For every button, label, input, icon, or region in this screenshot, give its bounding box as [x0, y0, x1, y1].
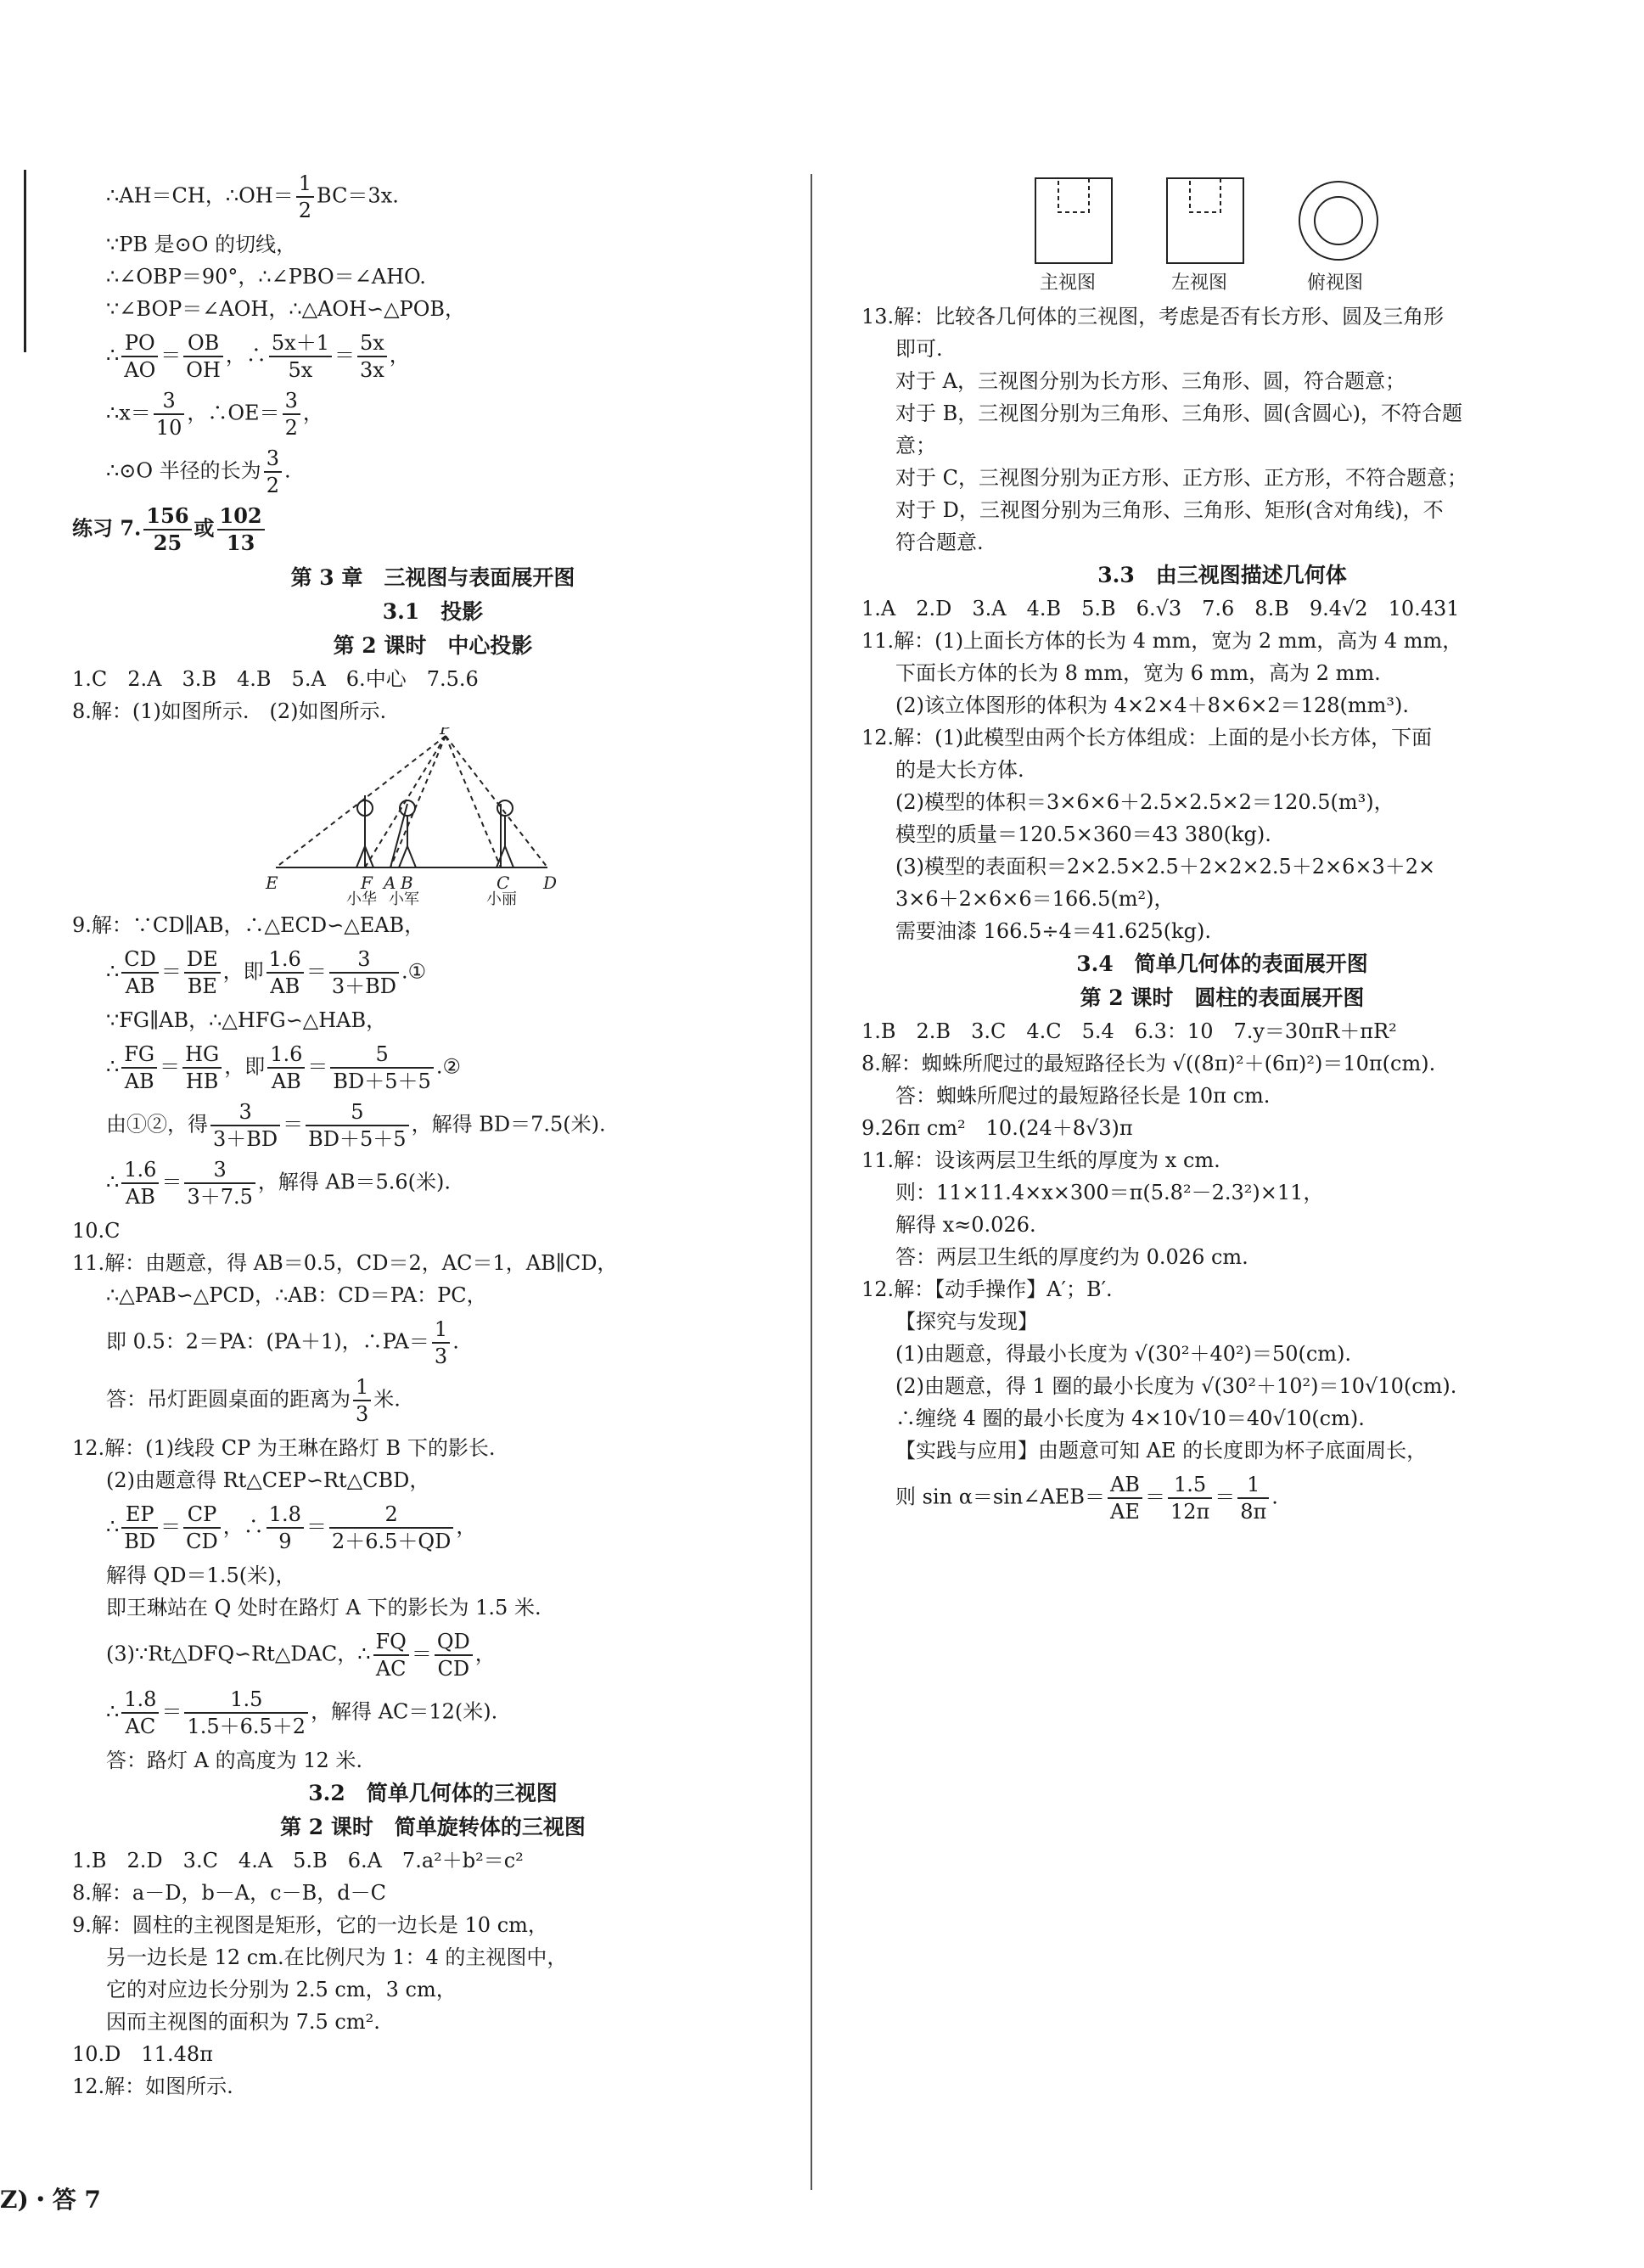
lesson-title: 第 2 课时 简单旋转体的三视图 [280, 1815, 586, 1839]
left-column [72, 166, 794, 2102]
text-line: 13.解：比较各几何体的三视图，考虑是否有长方形、圆及三角形 [861, 305, 1445, 328]
text-line: ∴ $\frac{EP}{BD}$ ＝ $\frac{CP}{CD}$ ，∴ $\frac{1.8}{9}$ ＝ $\frac{2}{2+6.5+QD}$ ， [106, 1502, 477, 1553]
label-xiaojun: 小军 [389, 890, 419, 906]
text-line: ∴ $\frac{1.8}{AC}$ ＝ $\frac{1.5}{1.5+6.5+2}$ ，解得 AC＝12(米). [106, 1687, 498, 1738]
projection-figure [72, 727, 794, 906]
text-line: ∴⊙O 半径的长为 $\frac{3}{2}$ . [106, 446, 291, 497]
label-top-view: 俯视图 [1307, 272, 1364, 294]
text-line: (2)由题意得 Rt△CEP∽Rt△CBD， [106, 1468, 430, 1492]
column-divider [811, 174, 812, 2190]
right-column [861, 170, 1583, 1530]
text-line: 由①②，得 $\frac{3}{3+BD}$ ＝ $\frac{5}{BD+5+5}$ ，解得 BD＝7.5(米). [106, 1100, 606, 1151]
text-line: ∴∠OBP＝90°，∴∠PBO＝∠AHO. [106, 265, 426, 289]
text-line: ∴x＝ $\frac{3}{10}$ ，∴OE＝ $\frac{3}{2}$ ， [106, 389, 323, 440]
section-title: 3.3 由三视图描述几何体 [1097, 563, 1347, 587]
answer-line: 1.B 2.B 3.C 4.C 5.4 6.3：10 7.y＝30πR＋πR² [861, 1019, 1397, 1043]
text-line: 解得 QD＝1.5(米)， [106, 1563, 296, 1587]
text-line: 12.解：【动手操作】A′；B′. [861, 1277, 1113, 1301]
text-line: 模型的质量＝120.5×360＝43 380(kg). [895, 822, 1271, 846]
label-front-view: 主视图 [1040, 272, 1097, 294]
label-D: D [543, 873, 558, 893]
section-title: 3.1 投影 [382, 599, 484, 624]
answer-line: 1.A 2.D 3.A 4.B 5.B 6.√3 7.6 8.B 9.4√2 10.431 [861, 597, 1460, 620]
text-line: 9.解：∵CD∥AB，∴△ECD∽△EAB， [72, 913, 425, 937]
answer-line: 1.C 2.A 3.B 4.B 5.A 6.中心 7.5.6 [72, 667, 479, 691]
label-C: C [497, 873, 510, 893]
text-line: (3)∵Rt△DFQ∽Rt△DAC，∴ $\frac{FQ}{AC}$ ＝ $\frac{QD}{CD}$ ， [106, 1630, 496, 1681]
three-views-figure [861, 170, 1583, 297]
text-line: 答：两层卫生纸的厚度约为 0.026 cm. [895, 1245, 1248, 1269]
text-line: (3)模型的表面积＝2×2.5×2.5＋2×2×2.5＋2×6×3＋2× [895, 855, 1436, 879]
answer-line: 8.解：(1)如图所示. (2)如图所示. [72, 699, 387, 723]
text-line: 答：蜘蛛所爬过的最短路径长是 10π cm. [895, 1084, 1271, 1108]
text-line: (2)由题意，得 1 圈的最小长度为 √(30²＋10²)＝10√10(cm). [895, 1374, 1457, 1398]
answer-line: 9.26π cm² 10.(24＋8√3)π [861, 1116, 1133, 1140]
text-line: ∴缠绕 4 圈的最小长度为 4×10√10＝40√10(cm). [895, 1406, 1365, 1430]
text-line: 则：11×11.4×x×300＝π(5.8²－2.3²)×11， [895, 1181, 1324, 1204]
text-line: 即 0.5：2＝PA：(PA＋1)，∴PA＝ $\frac{1}{3}$ . [106, 1317, 459, 1368]
label-xiaoli: 小丽 [486, 890, 517, 906]
text-line: (2)该立体图形的体积为 4×2×4＋8×6×2＝128(mm³). [895, 693, 1409, 717]
text-line: ∵PB 是⊙O 的切线， [106, 233, 297, 256]
text-line: 11.解：(1)上面长方体的长为 4 mm，宽为 2 mm，高为 4 mm， [861, 629, 1463, 653]
text-line: 意； [895, 434, 936, 458]
text-line: ∴ $\frac{CD}{AB}$ ＝ $\frac{DE}{BE}$ ，即 $\frac{1.6}{AB}$ ＝ $\frac{3}{3+BD}$ .① [106, 947, 427, 998]
label-B: B [401, 873, 413, 893]
answer-line: 10.D 11.48π [72, 2042, 213, 2066]
text-line: (2)模型的体积＝3×6×6＋2.5×2.5×2＝120.5(m³)， [895, 790, 1394, 814]
answer-line: 8.解：a－D，b－A，c－B，d－C [72, 1881, 386, 1905]
text-line: 【实践与应用】由题意可知 AE 的长度即为杯子底面周长， [895, 1439, 1428, 1462]
text-line: 11.解：设该两层卫生纸的厚度为 x cm. [861, 1148, 1220, 1172]
text-line: (1)由题意，得最小长度为 √(30²＋40²)＝50(cm). [895, 1342, 1352, 1366]
text-line: 【探究与发现】 [895, 1310, 1038, 1333]
answer-line: 12.解：如图所示. [72, 2074, 233, 2098]
label-side-view: 左视图 [1171, 272, 1228, 294]
label-F: F [361, 873, 373, 893]
text-line: 9.解：圆柱的主视图是矩形，它的一边长是 10 cm， [72, 1913, 548, 1937]
text-line: 对于 C，三视图分别为正方形、正方形、正方形，不符合题意； [895, 466, 1467, 490]
text-line: ∴△PAB∽△PCD，∴AB：CD＝PA：PC， [106, 1283, 487, 1307]
answer-line: 1.B 2.D 3.C 4.A 5.B 6.A 7.a²＋b²＝c² [72, 1849, 524, 1872]
text-line: ∴ $\frac{1.6}{AB}$ ＝ $\frac{3}{3+7.5}$ ，解得 AB＝5.6(米). [106, 1158, 452, 1209]
label-A: A [384, 873, 396, 893]
text-line: 答：路灯 A 的高度为 12 米. [106, 1749, 363, 1772]
text-line: 即王琳站在 Q 处时在路灯 A 下的影长为 1.5 米. [106, 1596, 541, 1620]
text-line: 答：吊灯距圆桌面的距离为 $\frac{1}{3}$ 米. [106, 1375, 401, 1426]
lesson-title: 第 2 课时 圆柱的表面展开图 [1080, 985, 1365, 1010]
text-line: 另一边长是 12 cm.在比例尺为 1：4 的主视图中， [106, 1945, 568, 1969]
label-P: P [440, 727, 452, 738]
text-line: 它的对应边长分别为 2.5 cm，3 cm， [106, 1978, 457, 2001]
text-line: 8.解：蜘蛛所爬过的最短路径长为 √((8π)²＋(6π)²)＝10π(cm). [861, 1052, 1436, 1075]
text-line: ∵FG∥AB，∴△HFG∽△HAB， [106, 1008, 387, 1032]
section-title: 3.4 简单几何体的表面展开图 [1076, 952, 1368, 976]
text-line: 练习 7. $\frac{156}{25}$ 或 $\frac{102}{13}$ [72, 503, 794, 556]
text-line: ∵∠BOP＝∠AOH，∴△AOH∽△POB， [106, 297, 466, 321]
answer-line: 10.C [72, 1219, 121, 1243]
text-line: 12.解：(1)线段 CP 为王琳在路灯 B 下的影长. [72, 1436, 496, 1460]
text-line: ∴AH＝CH，∴OH＝ $\frac{1}{2}$ BC＝3x. [106, 171, 399, 222]
lesson-title: 第 2 课时 中心投影 [333, 633, 533, 658]
label-xiaohua: 小华 [346, 890, 377, 906]
section-title: 3.2 简单几何体的三视图 [308, 1781, 558, 1805]
text-line: 即可. [895, 337, 943, 361]
page-footer: Z)・答 7 [0, 2186, 101, 2214]
text-line: 因而主视图的面积为 7.5 cm². [106, 2010, 380, 2034]
text-line: 3×6＋2×6×6＝166.5(m²)， [895, 887, 1175, 911]
text-line: 12.解：(1)此模型由两个长方体组成：上面的是小长方体，下面 [861, 726, 1433, 749]
text-line: 符合题意. [895, 531, 984, 554]
text-line: 的是大长方体. [895, 758, 1024, 782]
text-line: 下面长方体的长为 8 mm，宽为 6 mm，高为 2 mm. [895, 661, 1381, 685]
text-line: ∴ $\frac{FG}{AB}$ ＝ $\frac{HG}{HB}$ ，即 $\frac{1.6}{AB}$ ＝ $\frac{5}{BD+5+5}$ .② [106, 1042, 461, 1093]
chapter-title: 第 3 章 三视图与表面展开图 [290, 565, 575, 590]
text-line: 需要油漆 166.5÷4＝41.625(kg). [895, 919, 1211, 943]
text-line: 对于 A，三视图分别为长方形、三角形、圆，符合题意； [895, 369, 1406, 393]
text-line: 对于 D，三视图分别为三角形、三角形、矩形(含对角线)，不 [895, 498, 1444, 522]
text-line: 11.解：由题意，得 AB＝0.5，CD＝2，AC＝1，AB∥CD， [72, 1251, 618, 1275]
text-line: 则 sin α＝sin∠AEB＝ $\frac{AB}{AE}$ ＝ $\frac{1.5}{12\pi}$ ＝ $\frac{1}{8\pi}$ . [895, 1473, 1278, 1524]
text-line: ∴ $\frac{PO}{AO}$ ＝ $\frac{OB}{OH}$ ，∴ $\frac{5x+1}{5x}$ ＝ $\frac{5x}{3x}$ ， [106, 331, 410, 382]
text-line: 解得 x≈0.026. [895, 1213, 1036, 1237]
text-line: 对于 B，三视图分别为三角形、三角形、圆(含圆心)，不符合题 [895, 401, 1462, 425]
margin-edge [24, 170, 26, 352]
label-E: E [266, 873, 278, 893]
